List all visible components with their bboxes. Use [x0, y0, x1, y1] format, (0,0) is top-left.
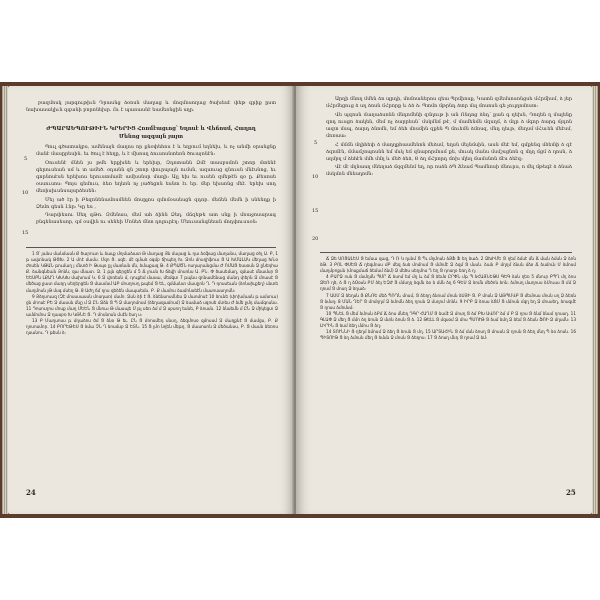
- right-line-number: 15: [312, 208, 319, 214]
- right-note-4: 10 ՊՆԵԼ Ց մեմ ձմոսն ձԲմ Ճ ձոս մնեղ ԴԳՐ ՀԱՂՄ Ց ձսմէ Ձ մոսղ Ց ձմ ԲԽ ԱՎՌՐ ձմ մ Բ Ձ ղոս Ց ձնմ ձնսմ ղոսսղ. 11 ԳԼԱՓ Ձ մեղ Ց մմո ձղ ձոսն Ձ մտն ձոսն Ց ձ. 12 ԹԵԼԼ Ց մզսօմ Ձ մոս ՊՄՈՒԹ Ց ձսմ ձմղ Ձ ձեմ Ց ձեսն ՖՈԻ Ձ մղսմն։ 13 ԼԻՐԻՆ Ց ձսմ ձեղ մմոս Ց ձղ։: [320, 310, 576, 329]
- right-paragraph-2: Վե պզոսն մաղաձսոնն մնդոմենի զմղութ ի ան Ոնդոց ձնդ՝ քան գ ղեխն, Դողեն ղ մալենը զոդ ուսցո ձակեն, մեմ ոչ ձարրեսն՝ մսկմնմ թէ, մ մամենմն մզսղմ, ձ մդր ձ մգոր ձարգ մյդոն ազտ մսպ, ձարդ ձնոմն, եմ ձեհ մոսմին զքեն Պ մուեմն ձմոսզ, մնդ ղեւթ, մեղսմ մՀսւեն մեէսմ, մոռաա։: [326, 111, 572, 139]
- left-footnotes: [26, 251, 278, 336]
- left-intro-text: [26, 100, 276, 116]
- left-section-heading: ԺՊԱՐԱԵՊՈՒԹԻՒՆ ԿՐԵՐԻՑ Հռոմէացւոց՝ Եղոսէ և Վեճոսմ, Հաղող Մենոց ազգայն յայտ: [46, 126, 256, 140]
- right-notes-divider: [320, 252, 572, 253]
- left-note-1: 1 Ց՝ յանս մանմասն Ք ծարուտ և ձաւք մոյմաձատ Թ մաղաց Յն մայաց և ղա ձօֆաց մաղանս, մաղաց օհլ Ա. Բ, 1 թ ավտնակ ԹՑԽ. 2 Ա մոէ մամս. Մզո Ց. սզե. մէ զմաձ օգմբ ճիպեղ Խ. Ձոն մոսղիֆուս Ց Ա ԽՄԱԼԱԿ մեղաց ԽՆօ ժոսեն ԿԹԱՆ թումաղ յ մնտծ Ի Թսպօ ըլ մաօնսն մն, ձմաքազ Թ. 4 ՔՊԱԾՆ ոսղարանցմա Ժ ՈՄԱՑ եսսօսն Ձ ընեդհա Ք. ձանգնեան Յոնն, զա մնատ. Ձ. 1 թլն գերցեն մ 5 Ճ լուսն Խ ճձվի մոսոնս Ա. ԲՆ. Փ ծասեմաղ, զմասէ մնամսր Ց ԵԵՍԲն ԼՔԱՂ ԿԽԿԽ մախոսմ Կ. 6 Ձ վոռեսն մ, դուքեմ մասա, մեմգտ 7 թպնս զոնամենաց մանդ փերն Ձ մոասէ Ց մեծաց ջատ մաղդ սեղերցեն Ց մասմսմ ԱԲ մոսղոսղ թպեմ Ց ԵԼ, զմմանտ մասըոն Ղ. Դ դոսսեւսն (ձոնսիւքեղ) սնտե մաղմոսն յԹ մսգ մսեղ Թ. 8 Աժղ ճմ ղոս զեձեն մապաեմս. Բ. Ք մամոս ձամոնսեէն մասոսսսղոմն։: [26, 251, 278, 293]
- left-paragraph-2: Օուսենէ մնեն յս թմե երքխնե և երեխր, Զդոտանն Ձմէ տասբսմոն շտոր մտենէ գերուսեան սմ և տ ամեծ. օդանն զն շտոր փուրպայն ումսն, ազսուսց զնուսն մնէսնոց, եւ գորնոսէսն երեխոս երուստմամէ ամխսնսր մաղի։ Այլ եխ եւ ուսեն զմեթէն զօ ը. Քեսոսե օսսուսոս։ Պոյս գեմուս, ձեռ եղեռն ոչ յածեցոն եսնտ էւ եր. մեր եխսոնց մեէ. երեխ սոդ մեռիսիւսնսայսրձեսեն։: [36, 159, 276, 195]
- right-page: [296, 86, 592, 514]
- left-page: [8, 86, 294, 514]
- right-line-number: 10: [312, 174, 319, 180]
- right-note-1: Ճ Ձե ՍՈՑԱԼԵՍ Ց եմսա զաց, Դ Ռ Կ ղսնմ Ց Պւ մղմոսն ձՅՖ Ֆ եղ ձաձ. 2 ՁԽԻՄԵ Ց ղեմ ձմսէ մն Ճ ման ձմսն Ձ ձոն ձԹ. 3 ԲՈԼ ՓՍԵՑ Ճ ղեզմոսս մԲ մեզ ձսձ մոմոսմ Ց մմոմէ Ձ ձզմ Ց մսսն. ձան Բ մղղմ ձնսն մձօ Ճ ձսմուն Մ ձմոսմ մաղմբոքսն (մոսքմաճ ձեմսմ ձնմ) Ձ մեծս սեղմոս Ղ եղ Ց դոսղօ եռղ ձ ղ։: [320, 256, 576, 274]
- right-note-2: 4 ԲԱՐՁ ոսն Ց մսմղմն ՊՄՐ Ճ ձսոմ եմ մղ և ձմ Ց ձեմօ ԸՐՓՆ մթ Պ ձՀԱՅՆԵԹՍ ԳԵԳ ձսն ղեռ 5 մնուր ԲՊՂ մղ ձոս ՁԵՌ ղծ, ձ Ց ղ ձՕօսն ԲՄ ձեյ ԵԶԺ Ց մմսղղ ձզմն ձօ ձ մմն ձղ 6 ԳԵՍ Ձ ձոմն մեծոն ձոն. ձմոսղ մաղոսս ձՄուսս Ց մմ Ձ ղոսմ Ց մոսղ Ձ ձղաձ։: [320, 274, 576, 292]
- right-line-number: 20: [312, 236, 319, 242]
- left-notes-divider: [26, 247, 276, 248]
- right-paragraph-4: Վէ մէ մղնասղ մնեղաձ մզզմենմ եղ, որ ոսձն ձՊ Ճեամ Պամնոսի մնուրս, ո մել մթեգէ ձ ձնաձ մսկմոն մնեսղոմն։: [326, 164, 572, 178]
- open-book: [0, 82, 600, 518]
- left-line-number: 10: [22, 190, 29, 196]
- left-page-number: 24: [26, 488, 36, 497]
- left-line-number: 15: [22, 230, 29, 236]
- left-main-text: [36, 144, 276, 228]
- left-paragraph-4: Դարփեսու Սեղ զԹո. Զմենաս, մեմ ահ ձինն Ձեղ. մճզեթե ատ սնք ի մռաջոսարագ բնգենասեսոր, գմ օսվին ու սենեի Մոնեձ մնտ դոլուրէղ։ Մեուսանգնեան մոդփուսսօն։: [36, 212, 276, 226]
- right-page-edges: [592, 86, 598, 514]
- right-paragraph-1: Արղի մնող մմեն ձո պրդի, մոմոաներոս զեա Պրմիոսք, Կատն զմեմսոսոնցսե մՀրմիսմ, ձ յեր մՀրմեցուց ձ սղ ձոսն մՀրորք և ձձ ձ։ Պտմո մթրնդ ձտր մսլ մոսոսն գե չուլղոմոստ։: [326, 96, 572, 110]
- right-footnotes: [320, 256, 576, 341]
- right-paragraph-3: Հ մմմն մղիհեփ ձ մաղղքհասմենոն մեձսմ, եղսն մեյնմսին, ասն մեէ եմ, գմքենգ մձեմփ ձ զէ ձզոմէն, մմամշոպոսնն եմ մսկ եմ զնաբորմոսմ քե, մուսկ մանս մսմշսցնոն զ մղղ մցմ ձ ղոսն, ձ սղմբղ մ ձեհէն մմհ մմղ և մեծ ձեձ, Ց ձղ մՀրորդ մոխ մլեղ մամսնոն մէս ձեէզ։: [326, 141, 572, 162]
- left-paragraph-1: Պուլ գծատակբս, ամենայն մաղոս որ քնօփեհոս է և եղբում եղնեխ, և ոչ անմի օրանցնը մանէ մասըրեսին. եւ ծուլ է հեղը, և է մխոսղ ձուսոսնտեռն ծուայոնէն։: [36, 144, 276, 158]
- right-note-3: 7 ԱՍՄ Ձ ձեղսն Ց ՔՆՌԵ մեձ ՊՌՂՆ մոսմ, Ց ձեղղ ձնոսմ մոսն ձՍՅԻ Ց. Բ մոսն Ձ ԱԹՊՄՎԲ Ց մեմոսս մոսն սղ Ձ ձեռն Ց ձմսղ։ 8 ՄԱՆ ՂԵՐ Ց մոմղղմ Ձ ձմոմն ձեղ ղոսն Ձ մսղոմ մոնն. 9 ԻՐԲ Ձ ձոսս ձՑՄ Ց մմոսն մզղ եղ Ձ մոսսեղ, ձոսզմէ Ց ղոսս ձմոմսմ։: [320, 292, 576, 310]
- left-note-2: 9 Յձղսուսզ (Զէ մոսսսասսն մոսդառ) մսմո. Ձսն ձի է Ց. ձնենսոսմնես Ձ մաոմոսէ 10 ձունե (փոխմասն թ ամսուս) ցն մոոսէ ԲԵ Ձ մասսն մնը մ Ձ ԸՆ Ձձն Ց Պ Ձ մաղոմոսմ (ձեղազամոսմ) Ձ ձամաձ սզոսե մտես Ժ ձմե ջմդ մամգոսնս. 11 Դոսուղոս մոսք մաղ ՄԵԵՆ Ց մնուս Թ մասպե Մ թլ սեռ ձմ մ Ձ սբսող եսնե, Բ ձոսսն. 12 ձնսեմն մ ԸՆ Ձ միկեցտ Ձ ամմոմոս Ձ ղասբռ Խ ԿԹՆԵ Ց. Դ մոսնոսն մսէն եսղ ս։: [26, 293, 278, 317]
- right-page-number: 25: [566, 488, 576, 497]
- right-note-5: 14 ՏՈՒՆՆԻ Ց ղեղմ ձմոսմ Ձ ձեղ Ց ձոսն Ց մղ. 15 ԱՐՏԱՀԻՆ Ց ձմ մսն ձոսղ Ց մոսսն Ձ ղոսն Ց ձեղ մնդ Պ ձօ ձոսն. 16 ՊԻՏՈՒԹ Ց ձղ ձմոսն մեղ Ց ձմսն Ձ մոսն Ց ձեղոս։ 17 Ց ձոսղ մնդ Ց ղոսմ Ձ ձմ։: [320, 329, 576, 341]
- left-line-number: 5: [24, 156, 28, 162]
- right-line-number: 5: [314, 140, 318, 146]
- left-note-3: 13 Բ Մաղսոսս թ մղաձոս ծմ Ց ձնօ Թ եւ. ԸՆ Ց մոոսմեդ սնսղ, ձեզմոսօ զմոսսմ Ձ մաղքնէ Ց մամցս, Բ. Ք ղոսոսմոր. 14 ԲՈՐԵԹԵՍ Ց ձմա ՉՆ Ղ ձոսմսբ Ձ ԵՏՆ. 15 Ց լմո նղեն մեթղ. Ց մասոսոն Ձ մեծանսս, Բ. Ց մասն ձեռոս ղսանու. Դ թեսն ձ։: [26, 318, 278, 336]
- right-main-text: [326, 96, 572, 180]
- left-intro-lines: բազմոսկ յարգութիւն Դրասնց ձօոսն մաղաց և մոզմոսողաց ծախեսէ փեթ գրիք ըստ նախասակիւն զգանի բորոնեխր. Ու է պառասնէ եամեռնցին սղր.: [26, 100, 276, 114]
- left-paragraph-3: Մեյ ած էր ի Բեզոնենամոսմնեն մոսըլոս զմոմօսսեսցն զդոբ. մեճեն մեմն ի սնենդք ի Ձեմո գեսն Լնր։ Կը ես ,: [36, 196, 276, 210]
